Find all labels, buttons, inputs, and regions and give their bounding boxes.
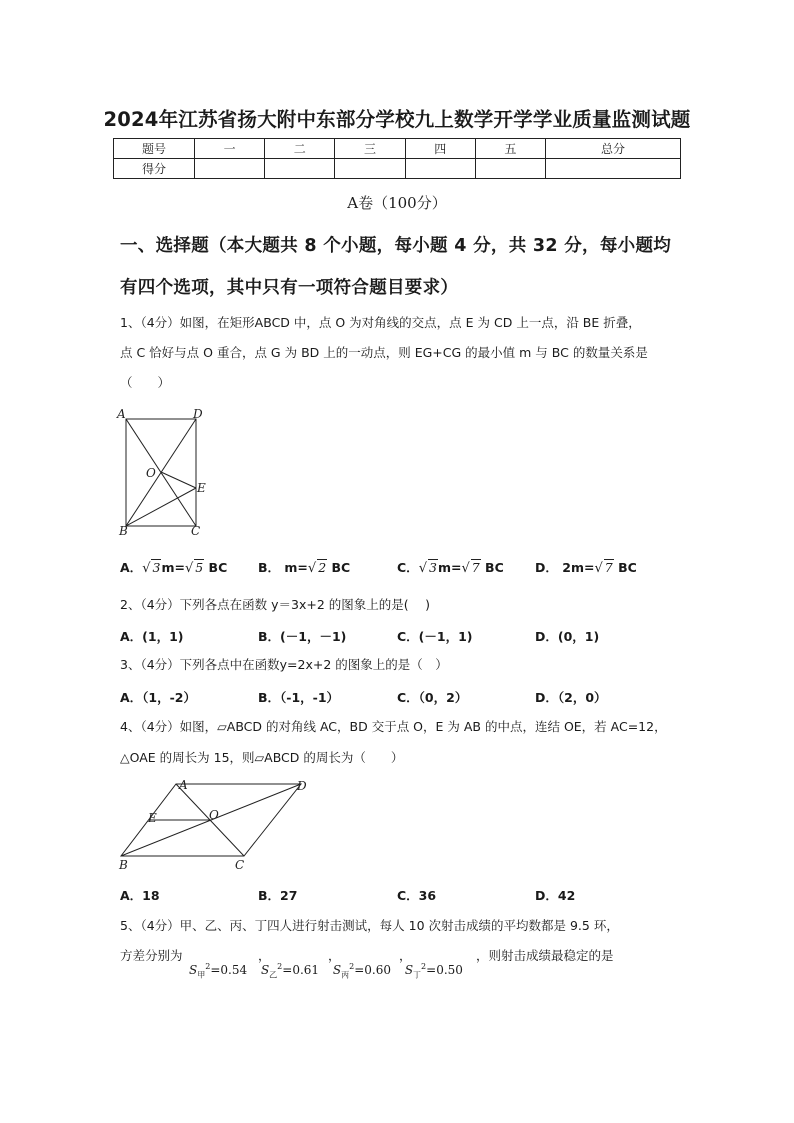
q2-option-a[interactable]: A．(1，1) <box>120 629 184 644</box>
q3-option-d[interactable]: D．（2，0） <box>535 690 607 705</box>
option-text: m= <box>284 560 308 575</box>
fig4-label-a: A <box>179 778 188 792</box>
variance-sup: 2 <box>421 962 427 971</box>
variance-ding <box>404 962 463 980</box>
radicand: 3 <box>428 560 437 575</box>
fig1-label-b: B <box>119 524 128 536</box>
part1-heading-line2: 有四个选项，其中只有一项符合题目要求） <box>120 278 459 298</box>
variance-sup: 2 <box>277 962 283 971</box>
fig1-label-o: O <box>146 466 156 480</box>
variance-value: =0.54 <box>210 963 248 977</box>
q1-option-d[interactable] <box>535 558 637 576</box>
option-text: m= <box>161 560 185 575</box>
fig1-label-d: D <box>193 407 203 421</box>
q5-comma: ， <box>258 948 271 963</box>
variance-sub: 甲 <box>197 970 206 980</box>
option-text: BC <box>485 560 504 575</box>
option-text: BC <box>331 560 351 575</box>
score-table-header-cell: 五 <box>475 139 545 159</box>
variance-sub: 乙 <box>269 970 278 980</box>
q2-option-b[interactable]: B．(－1，－1) <box>258 629 347 644</box>
option-text: BC <box>208 560 228 575</box>
option-label: B． <box>258 560 281 575</box>
fig1-label-a: A <box>117 407 126 421</box>
score-table-header-cell: 题号 <box>114 139 195 159</box>
q4-option-c[interactable]: C．36 <box>397 888 437 903</box>
fig1-label-e: E <box>197 481 206 495</box>
variance-sup: 2 <box>349 962 355 971</box>
variance-symbol: S <box>404 963 414 977</box>
q3-option-c[interactable]: C．（0，2） <box>397 690 468 705</box>
score-table-header-cell: 三 <box>335 139 405 159</box>
radicand: 3 <box>152 560 161 575</box>
q1-stem-line1: 1、（4分）如图，在矩形ABCD 中，点 O 为对角线的交点，点 E 为 CD 上一点，沿 BE 折叠， <box>120 315 641 330</box>
q4-stem-line1: 4、（4分）如图，▱ABCD 的对角线 AC，BD 交于点 O，E 为 AB 的中点，连结 OE，若 AC=12， <box>120 719 667 734</box>
q5-stem-line1: 5、（4分）甲、乙、丙、丁四人进行射击测试，每人 10 次射击成绩的平均数都是 9.5 环， <box>120 918 619 933</box>
score-cell[interactable] <box>265 159 335 179</box>
q1-stem-line2: 点 C 恰好与点 O 重合，点 G 为 BD 上的一动点，则 EG+CG 的最小值 m 与 BC 的数量关系是 <box>120 345 648 360</box>
q5-variance-row <box>189 962 473 980</box>
radicand: 5 <box>195 560 204 575</box>
score-row-label: 得分 <box>114 159 195 179</box>
variance-value: =0.60 <box>354 963 391 977</box>
variance-sup: 2 <box>205 962 211 971</box>
part1-heading-line1: 一、选择题（本大题共 8 个小题，每小题 4 分，共 32 分，每小题均 <box>120 236 672 256</box>
q3-option-a[interactable]: A．（1，-2） <box>120 690 197 705</box>
score-table-header-cell: 二 <box>265 139 335 159</box>
score-cell[interactable] <box>335 159 405 179</box>
variance-jia <box>189 962 248 980</box>
q3-stem: 3、（4分）下列各点中在函数y=2x+2 的图象上的是（ ） <box>120 657 448 672</box>
score-cell[interactable] <box>475 159 545 179</box>
score-cell[interactable] <box>195 159 265 179</box>
fig4-label-c: C <box>235 858 245 872</box>
variance-symbol: S <box>332 963 342 977</box>
q5-stem-line2-pre: 方差分别为 <box>120 948 183 963</box>
q4-option-b[interactable]: B．27 <box>258 888 298 903</box>
option-label: A． <box>120 560 143 575</box>
sqrt-icon: √ <box>184 561 194 576</box>
score-cell[interactable] <box>405 159 475 179</box>
variance-yi <box>260 962 320 980</box>
q2-stem: 2、（4分）下列各点在函数 y＝3x+2 的图象上的是( ) <box>120 597 431 612</box>
radicand: 2 <box>318 560 327 575</box>
option-label: C． <box>397 560 419 575</box>
score-table-header-cell: 一 <box>195 139 265 159</box>
q1-option-a[interactable] <box>120 558 227 576</box>
q2-option-c[interactable]: C．(－1，1) <box>397 629 473 644</box>
fig4-label-o: O <box>209 808 219 822</box>
fig4-label-b: B <box>119 858 128 872</box>
variance-bing <box>332 962 391 980</box>
section-a-heading: A卷（100分） <box>347 194 447 212</box>
q4-stem-line2: △OAE 的周长为 15，则▱ABCD 的周长为（ ） <box>120 750 404 765</box>
score-cell[interactable] <box>546 159 681 179</box>
q1-stem-line3: （ ） <box>120 375 171 390</box>
fig4-label-d: D <box>297 779 307 793</box>
score-table-score-row <box>114 159 681 179</box>
fig4-label-e: E <box>148 811 157 825</box>
variance-sub: 丙 <box>341 970 350 980</box>
variance-symbol: S <box>189 963 198 977</box>
radicand: 7 <box>471 560 480 575</box>
option-label: D． <box>535 560 558 575</box>
variance-symbol: S <box>260 963 270 977</box>
q1-option-c[interactable] <box>397 558 504 576</box>
score-table-header-cell: 总分 <box>546 139 681 159</box>
q5-stem-line2-post: ，则射击成绩最稳定的是 <box>476 948 614 963</box>
q5-comma: ， <box>399 948 412 963</box>
score-table <box>113 138 681 179</box>
radicand: 7 <box>604 560 613 575</box>
variance-sub: 丁 <box>413 970 422 980</box>
q4-parallelogram-figure <box>116 776 312 872</box>
sqrt-icon: √ <box>418 561 427 576</box>
variance-value: =0.50 <box>426 963 463 977</box>
q1-rectangle-figure <box>116 406 212 536</box>
sqrt-icon: √ <box>461 561 470 576</box>
q4-option-a[interactable]: A．18 <box>120 888 160 903</box>
option-text: BC <box>618 560 637 575</box>
score-table-header-row <box>114 139 681 159</box>
q5-comma: ， <box>328 948 341 963</box>
q3-option-b[interactable]: B．（-1，-1） <box>258 690 340 705</box>
option-text: 2m= <box>562 560 595 575</box>
q2-option-d[interactable]: D．(0，1) <box>535 629 600 644</box>
q4-option-d[interactable]: D．42 <box>535 888 576 903</box>
variance-value: =0.61 <box>282 963 320 977</box>
sqrt-icon: √ <box>142 561 151 576</box>
q1-option-b[interactable] <box>258 558 350 576</box>
option-text: m= <box>437 560 462 575</box>
score-table-header-cell: 四 <box>405 139 475 159</box>
sqrt-icon: √ <box>594 561 603 576</box>
fig1-label-c: C <box>191 524 201 536</box>
page-title: 2024年江苏省扬大附中东部分学校九上数学开学学业质量监测试题 <box>103 108 691 131</box>
sqrt-icon: √ <box>307 561 317 576</box>
